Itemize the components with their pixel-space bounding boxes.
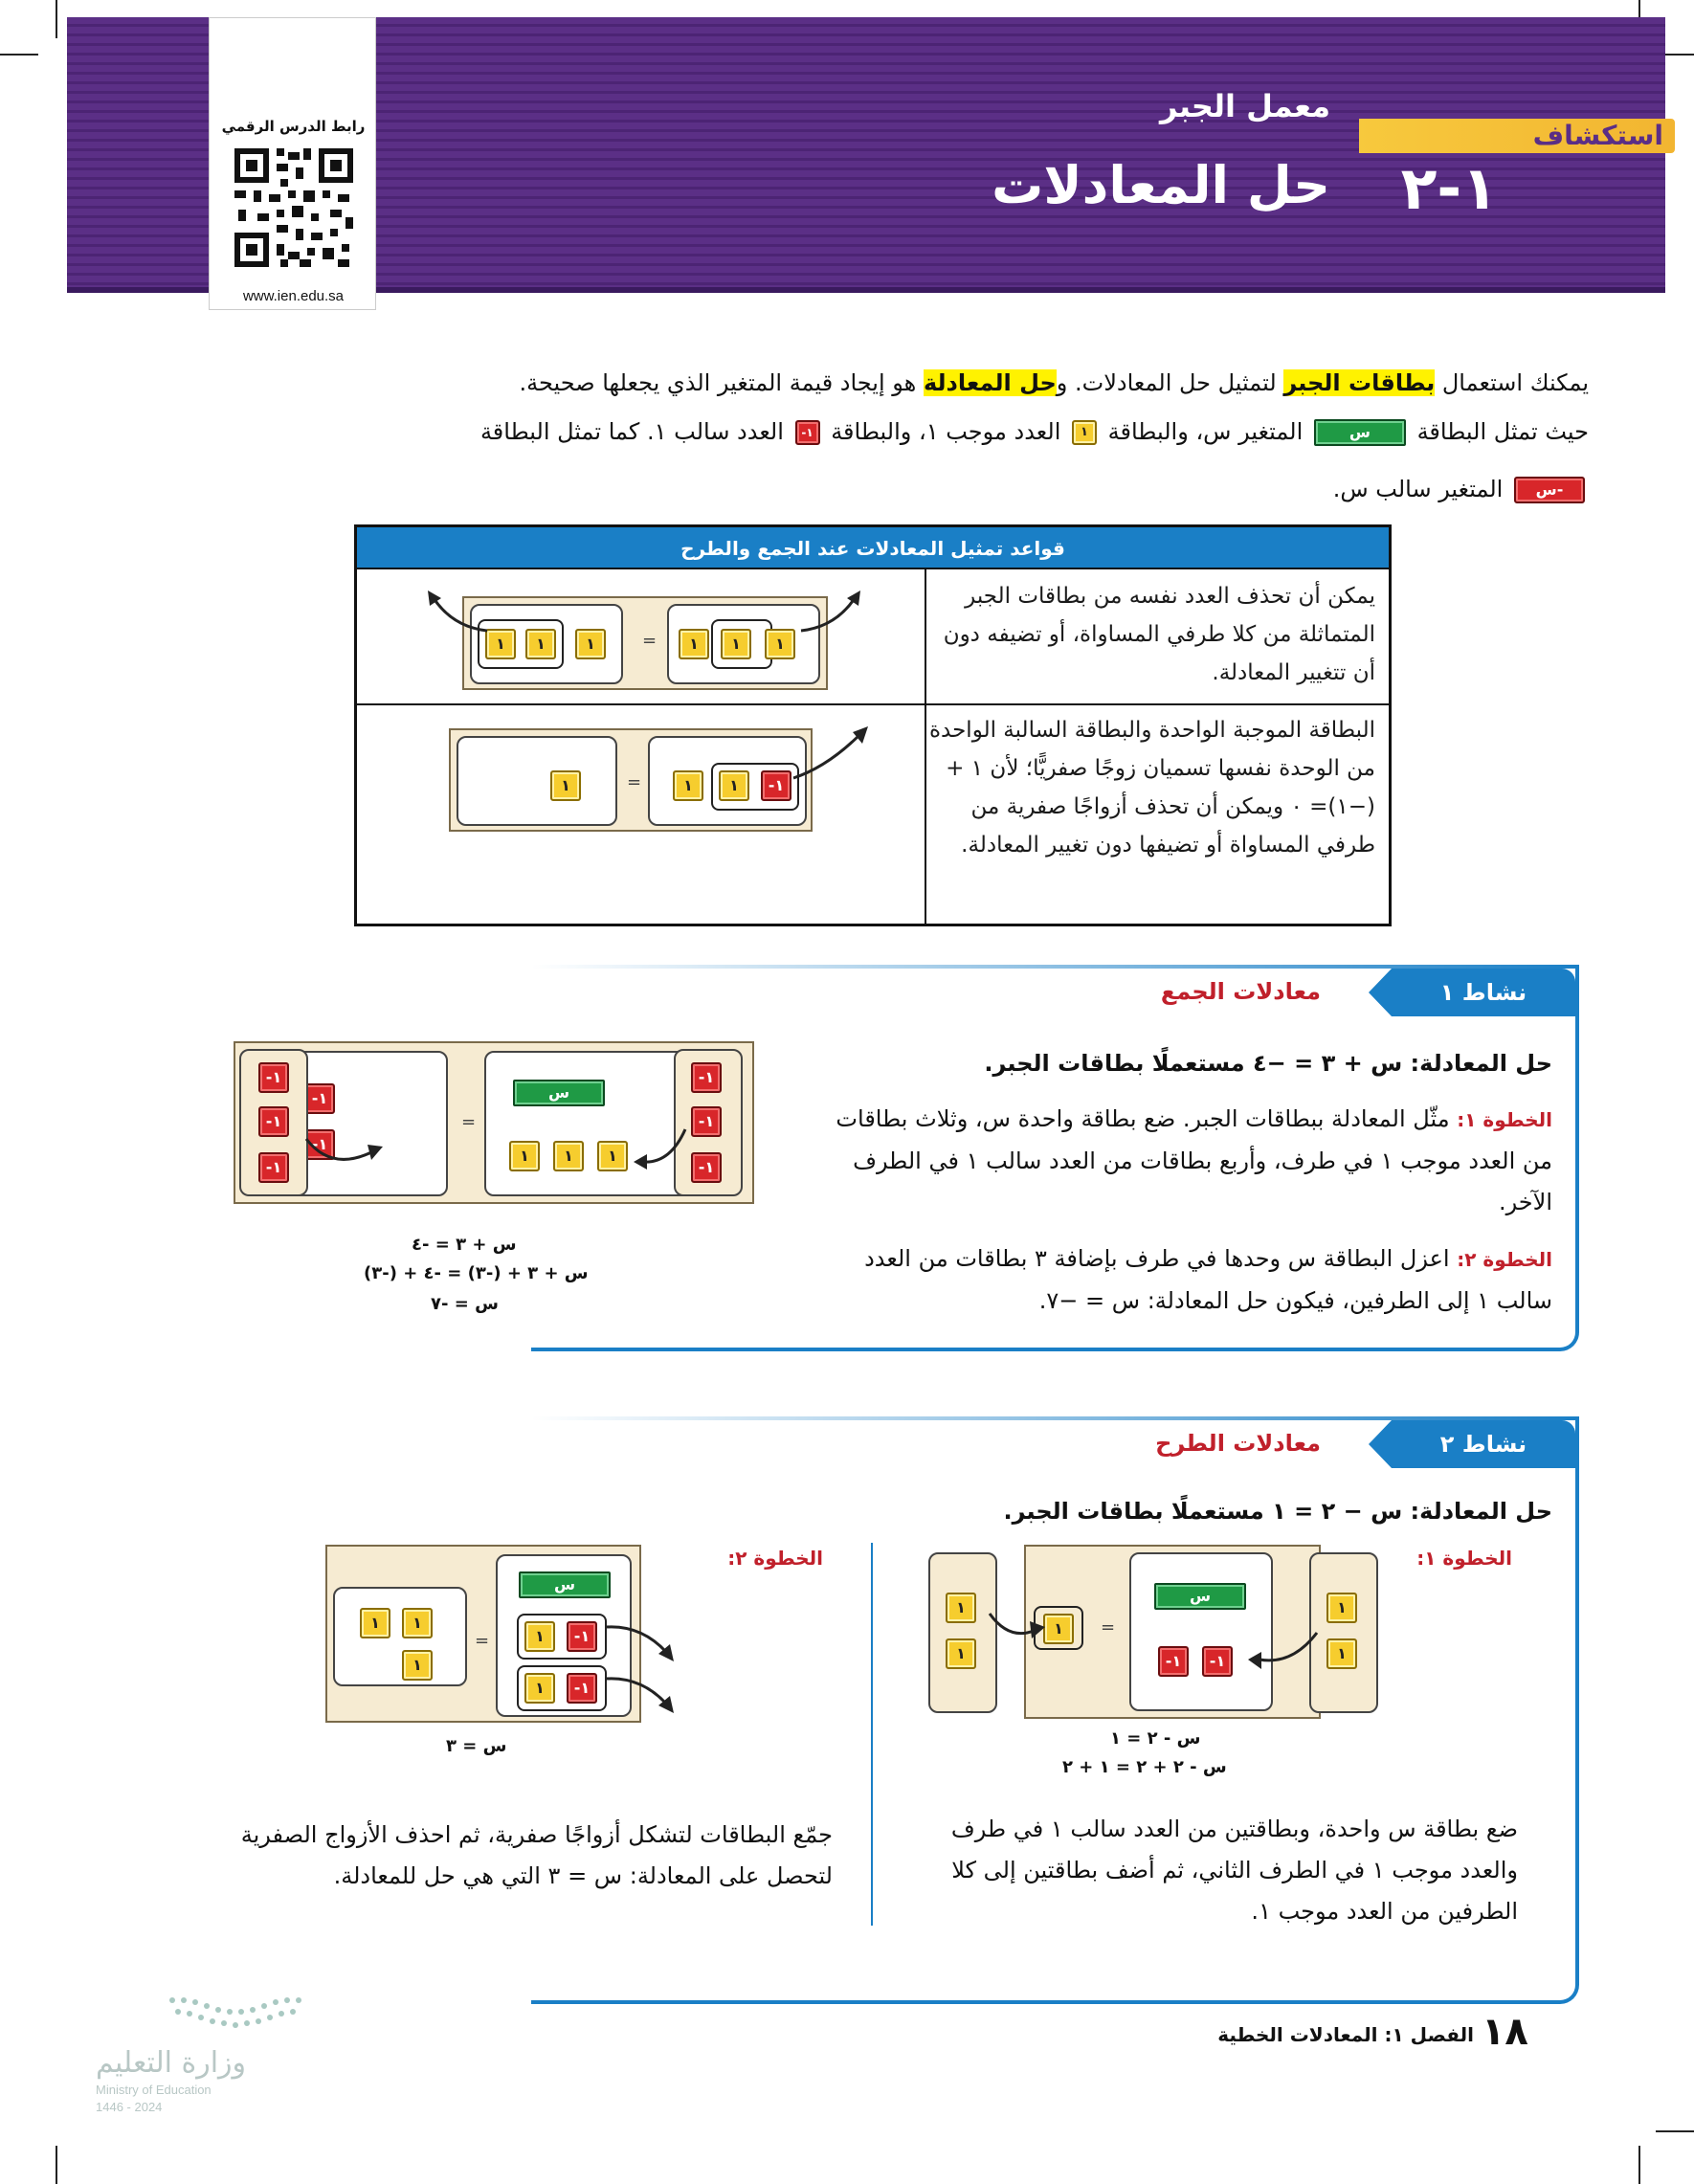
crop-mark [1638, 2146, 1640, 2184]
step-label: الخطوة ٢: [1457, 1248, 1552, 1271]
tab-notch [1369, 969, 1392, 1016]
negative-one-tile: ١- [567, 1673, 597, 1704]
remove-arrow-icon [790, 719, 876, 786]
equals-sign: = [475, 1631, 490, 1651]
activity-2-step-2-text: جمّع البطاقات لتشكل أزواجًا صفرية، ثم احذف الأزواج الصفرية لتحصل على المعادلة: س = ٣ التي هي حل للمعادلة. [240, 1821, 833, 1889]
intro-text: حيث تمثل البطاقة [1416, 418, 1589, 445]
step-text: اعزل البطاقة س وحدها في طرف بإضافة ٣ بطاقات من العدد سالب ١ إلى الطرفين، فيكون حل المعادلة: س = −٧. [864, 1245, 1552, 1314]
activity-1-step-2 [823, 1238, 1552, 1322]
add-arrow-icon [632, 1120, 689, 1177]
chapter-label: الفصل ١: المعادلات الخطية [1217, 2023, 1474, 2046]
positive-one-tile: ١ [1326, 1593, 1357, 1623]
crop-mark [56, 0, 57, 38]
intro-line-1 [520, 361, 1590, 405]
qr-url[interactable]: www.ien.edu.sa [242, 288, 345, 304]
lesson-number: ١-٢ [1400, 153, 1498, 223]
x-tile: س [519, 1571, 611, 1598]
table-row-divider [357, 703, 1389, 705]
step-label: الخطوة ١: [1457, 1108, 1552, 1131]
ministry-name-arabic: وزارة التعليم [96, 2046, 247, 2080]
activity-1-prompt: حل المعادلة: س + ٣ = −٤ مستعملًا بطاقات الجبر. [984, 1050, 1552, 1077]
add-arrow-icon [302, 1120, 389, 1177]
intro-text: العدد سالب ١. كما تمثل البطاقة [479, 418, 784, 445]
positive-one-tile: ١ [673, 770, 703, 801]
tab-notch [1369, 1420, 1392, 1468]
equation-mat [462, 596, 828, 690]
negative-one-tile: ١- [258, 1152, 289, 1183]
negative-one-tile: ١- [691, 1062, 722, 1093]
remove-arrow-icon [603, 1617, 680, 1665]
intro-line-2 [480, 410, 1589, 454]
positive-one-tile: ١ [485, 629, 516, 659]
positive-one-tile: ١ [1326, 1638, 1357, 1669]
positive-one-tile: ١ [719, 770, 749, 801]
equals-sign: = [627, 772, 642, 792]
lab-title: معمل الجبر [1159, 88, 1330, 124]
activity-2-equation-3: س = ٣ [446, 1736, 507, 1756]
positive-one-tile: ١ [360, 1608, 390, 1638]
activity-2-tab: نشاط ٢ [1392, 1420, 1575, 1468]
rules-table-heading: قواعد تمثيل المعادلات عند الجمع والطرح [357, 527, 1389, 569]
crop-mark [0, 54, 38, 56]
negative-one-tile: ١- [304, 1129, 335, 1160]
positive-one-tile: ١ [550, 770, 581, 801]
column-divider [871, 1543, 873, 1926]
crop-mark [56, 2146, 57, 2184]
intro-text: هو إيجاد قيمة المتغير الذي يجعلها صحيحة. [519, 369, 924, 396]
crop-mark [1656, 2130, 1694, 2132]
remove-arrow-icon [603, 1669, 680, 1717]
positive-one-tile: ١ [765, 629, 795, 659]
mat-side-left [333, 1587, 467, 1686]
explore-tag [1359, 119, 1675, 153]
positive-one-tile: ١ [946, 1593, 976, 1623]
negative-one-tile: ١- [567, 1621, 597, 1652]
activity-1-step-1 [823, 1099, 1552, 1223]
activity-1-equation-2: س + ٣ + (-٣) = -٤ + (-٣) [364, 1263, 589, 1283]
intro-text: المتغير سالب س. [1332, 476, 1504, 502]
qr-code-icon[interactable] [231, 145, 357, 271]
positive-one-tile: ١ [524, 1673, 555, 1704]
positive-one-tile: ١ [553, 1141, 584, 1171]
ministry-name-english: Ministry of Education [96, 2083, 212, 2097]
positive-one-tile: ١ [525, 629, 556, 659]
activity-1-tab: نشاط ١ [1392, 969, 1575, 1016]
add-arrow-icon [986, 1608, 1047, 1665]
x-tile: س [1154, 1583, 1246, 1610]
qr-caption: رابط الدرس الرقمي [221, 118, 366, 135]
negative-one-tile: ١- [761, 770, 791, 801]
mat-side-left [457, 736, 617, 826]
positive-one-tile: ١ [509, 1141, 540, 1171]
rule-1-text: يمكن أن تحذف العدد نفسه من بطاقات الجبر المتماثلة من كلا طرفي المساواة، أو تضيفه دون أن تتغيير المعادلة. [943, 584, 1375, 685]
positive-one-tile: ١ [524, 1621, 555, 1652]
positive-one-tile: ١ [402, 1608, 433, 1638]
rules-table [354, 524, 1392, 926]
page-number: ١٨ [1482, 2010, 1528, 2054]
ministry-logo-icon [163, 1991, 316, 2039]
intro-text: لتمثيل حل المعادلات. و [1056, 369, 1284, 396]
add-arrow-icon [1244, 1627, 1321, 1684]
positive-one-tile: ١ [402, 1650, 433, 1681]
activity-2-step-2-mat [325, 1545, 641, 1723]
positive-one-tile: ١ [575, 629, 606, 659]
activity-2-equation-2: س - ٢ + ٢ = ١ + ٢ [1062, 1757, 1227, 1777]
activity-2-prompt: حل المعادلة: س − ٢ = ١ مستعملًا بطاقات الجبر. [1003, 1498, 1552, 1525]
activity-2-title: معادلات الطرح [1155, 1430, 1321, 1457]
intro-text: المتغير س، والبطاقة [1107, 418, 1304, 445]
negative-one-tile: ١- [1158, 1646, 1189, 1677]
activity-2-step-1-text: ضع بطاقة س واحدة، وبطاقتين من العدد سالب ١ في طرف والعدد موجب ١ في الطرف الثاني، ثم أضف بطاقتين إلى كلا الطرفين من العدد موجب ١. [950, 1816, 1518, 1925]
intro-text: العدد موجب ١، والبطاقة [831, 418, 1061, 445]
activity-2-step-2-label: الخطوة ٢: [727, 1547, 823, 1570]
x-tile: س [1314, 419, 1406, 446]
negative-one-tile: ١- [258, 1106, 289, 1137]
lesson-title: حل المعادلات [992, 155, 1330, 215]
negative-one-tile: ١- [795, 420, 820, 445]
highlight-solve-equation: حل المعادلة [923, 369, 1057, 396]
remove-arrow-icon [424, 585, 491, 642]
intro-line-3 [1333, 467, 1589, 511]
rule-2-text: البطاقة الموجبة الواحدة والبطاقة السالبة الواحدة من الوحدة نفسها تسميان زوجًا صفريًّا؛ لأن ١ + (−١)= ٠ ويمكن أن تحذف أزواجًا صفرية من طرفي المساواة أو تضيفها دون تغيير المعادلة. [928, 718, 1375, 858]
negative-x-tile: -س [1514, 477, 1585, 503]
step-text: مثّل المعادلة ببطاقات الجبر. ضع بطاقة واحدة س، وثلاث بطاقات من العدد موجب ١ في طرف، وأربع بطاقات من العدد سالب ١ في الطرف الآخر. [836, 1105, 1552, 1215]
activity-2-step-1-label: الخطوة ١: [1416, 1547, 1512, 1570]
negative-one-tile: ١- [691, 1106, 722, 1137]
positive-one-tile: ١ [721, 629, 751, 659]
equals-sign: = [1101, 1617, 1116, 1638]
x-tile: س [513, 1080, 605, 1106]
positive-one-tile: ١ [1072, 420, 1097, 445]
equation-mat [449, 728, 813, 832]
positive-one-tile: ١ [679, 629, 709, 659]
negative-one-tile: ١- [1202, 1646, 1233, 1677]
negative-one-tile: ١- [304, 1083, 335, 1114]
intro-text: يمكنك استعمال [1435, 369, 1589, 396]
positive-one-tile: ١ [1043, 1614, 1074, 1644]
activity-2-equation-1: س - ٢ = ١ [1110, 1728, 1201, 1749]
equals-sign: = [461, 1112, 477, 1132]
activity-1-equation-3: س = -٧ [431, 1294, 499, 1314]
equals-sign: = [642, 631, 658, 651]
positive-one-tile: ١ [946, 1638, 976, 1669]
negative-one-tile: ١- [691, 1152, 722, 1183]
highlight-algebra-tiles: بطاقات الجبر [1283, 369, 1436, 396]
qr-panel[interactable] [209, 17, 376, 310]
explore-label: استكشاف [1532, 120, 1663, 151]
positive-one-tile: ١ [597, 1141, 628, 1171]
remove-arrow-icon [797, 585, 864, 642]
negative-one-tile: ١- [258, 1062, 289, 1093]
activity-1-equation-1: س + ٣ = -٤ [412, 1235, 517, 1255]
edition-year: 2024 - 1446 [96, 2100, 163, 2114]
activity-1-title: معادلات الجمع [1160, 978, 1321, 1005]
